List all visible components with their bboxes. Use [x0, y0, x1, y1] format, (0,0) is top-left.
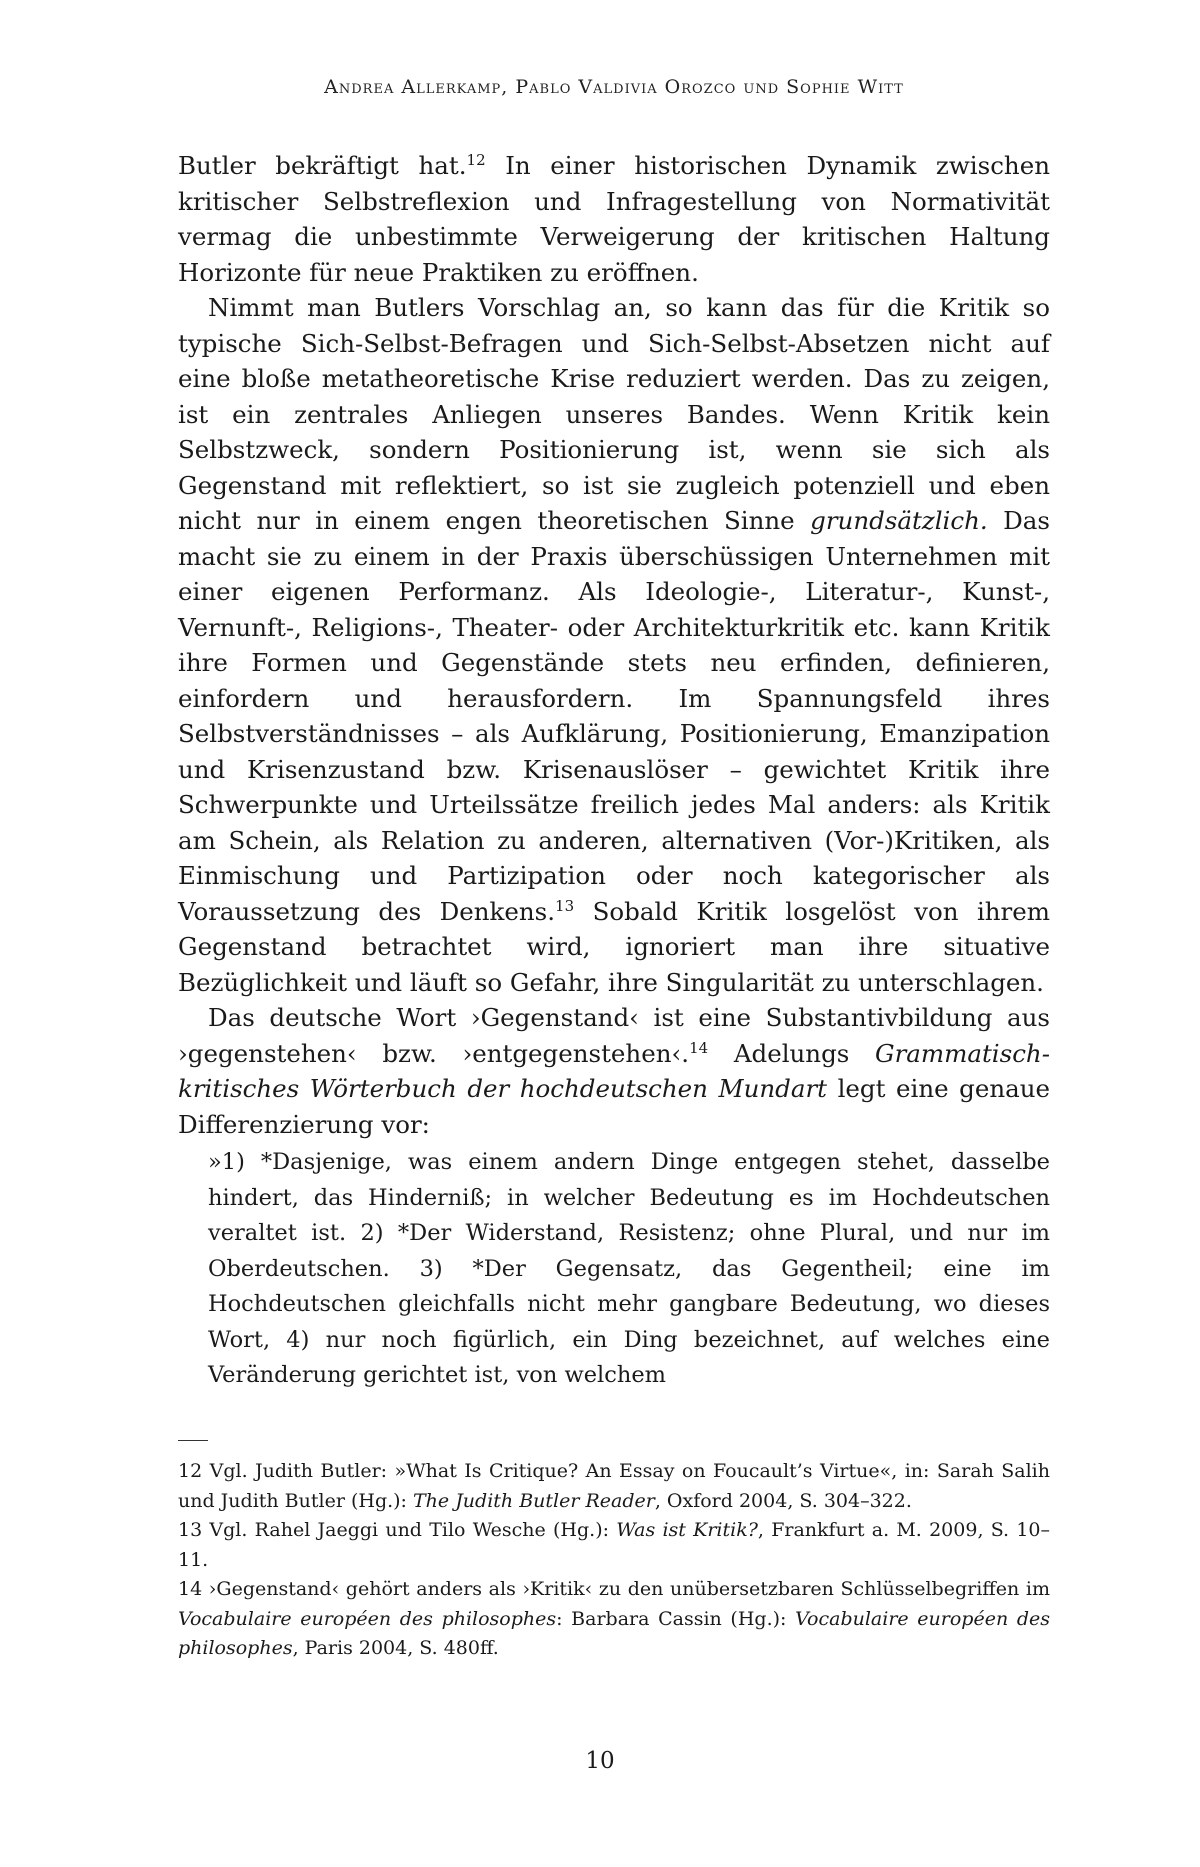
- footnote-title: Was ist Kritik?: [616, 1519, 758, 1541]
- paragraph-text: Butler bekräftigt hat.: [178, 151, 467, 180]
- footnote-14: [178, 1575, 1050, 1664]
- footnote-text: 13 Vgl. Rahel Jaeggi und Tilo Wesche (Hg.):: [178, 1519, 617, 1541]
- footnote-text: 14 ›Gegenstand‹ gehört anders als ›Kritik‹ zu den unübersetzbaren Schlüsselbegriffen im: [178, 1578, 1050, 1600]
- paragraph-text: Das macht sie zu einem in der Praxis überschüssigen Unternehmen mit einer eigenen Performanz. Als Ideologie-, Literatur-, Kunst-, Vernunft-, Religions-, Theater- oder Architekturkritik etc. kann Kritik ihre Formen und Gegenstände stets neu erfinden, definieren, einfordern und herausfordern. Im Spannungsfeld ihres Selbstverständnisses – als Aufklärung, Positionierung, Emanzipation und Krisenzustand bzw. Krisenauslöser – gewichtet Kritik ihre Schwerpunkte und Urteilssätze freilich jedes Mal anders: als Kritik am Schein, als Relation zu anderen, alternativen (Vor-)Kritiken, als Einmischung und Partizipation oder noch kategorischer als Voraussetzung des Denkens.: [178, 506, 1050, 926]
- footnotes: [178, 1457, 1050, 1664]
- paragraph-text: legt eine genaue Differenzierung vor:: [178, 1074, 1050, 1139]
- paragraph-text: Das deutsche Wort ›Gegenstand‹ ist eine Substantivbildung aus ›gegenstehen‹ bzw. ›entgegenstehen‹.: [178, 1003, 1050, 1068]
- footnote-text: , Paris 2004, S. 480ff.: [292, 1637, 499, 1659]
- paragraph-2: [178, 290, 1050, 1000]
- running-head: Andrea Allerkamp, Pablo Valdivia Orozco und Sophie Witt: [324, 76, 904, 98]
- footnote-ref-12[interactable]: 12: [466, 150, 486, 169]
- paragraph-text: Adelungs: [708, 1038, 875, 1068]
- paragraph-text: In einer historischen Dynamik zwischen kritischer Selbstreflexion und Infragestellung von Normativität vermag die unbestimmte Verweigerung der kritischen Haltung Horizonte für neue Praktiken zu eröffnen.: [178, 151, 1050, 287]
- footnote-title: Vocabulaire européen des philosophes: [178, 1607, 1050, 1659]
- paragraph-1: [178, 148, 1050, 290]
- footnote-text: 12 Vgl. Judith Butler: »What Is Critique? An Essay on Foucault’s Virtue«, in: Sarah Salih und Judith Butler (Hg.):: [178, 1460, 1050, 1512]
- paragraph-text: Sobald Kritik losgelöst von ihrem Gegenstand betrachtet wird, ignoriert man ihre situative Bezüglichkeit und läuft so Gefahr, ihre Singularität zu unterschlagen.: [178, 896, 1051, 997]
- footnote-title: Vocabulaire européen des philosophes: [178, 1607, 557, 1630]
- footnote-text: , Frankfurt a. M. 2009, S. 10–11.: [178, 1519, 1050, 1571]
- footnote-text: : Barbara Cassin (Hg.):: [556, 1607, 796, 1630]
- footnote-ref-13[interactable]: 13: [555, 896, 575, 915]
- footnote-title: The Judith Butler Reader: [413, 1489, 655, 1512]
- footnote-divider: [178, 1440, 208, 1441]
- page-number: 10: [585, 1748, 615, 1774]
- footnote-12: [178, 1457, 1050, 1516]
- emphasis-text: grundsätzlich.: [810, 506, 988, 535]
- paragraph-text: Nimmt man Butlers Vorschlag an, so kann das für die Kritik so typische Sich-Selbst-Befragen und Sich-Selbst-Absetzen nicht auf eine bloße metatheoretische Krise reduziert werden. Das zu zeigen, ist ein zentrales Anliegen unseres Bandes. Wenn Kritik kein Selbstzweck, sondern Positionierung ist, wenn sie sich als Gegenstand mit reflektiert, so ist sie zugleich potenziell und eben nicht nur in einem engen theoretischen Sinne: [178, 293, 1050, 535]
- body-text: [178, 148, 1050, 1142]
- book-title-italic: Grammatisch-kritisches Wörterbuch der hochdeutschen Mundart: [178, 1038, 1050, 1103]
- footnote-ref-14[interactable]: 14: [689, 1038, 709, 1057]
- footnote-text: , Oxford 2004, S. 304–322.: [654, 1489, 912, 1512]
- block-quote: »1) *Dasjenige, was einem andern Dinge entgegen stehet, dasselbe hindert, das Hinderniß; in welcher Bedeutung es im Hochdeutschen veraltet ist. 2) *Der Widerstand, Resistenz; ohne Plural, und nur im Oberdeutschen. 3) *Der Gegensatz, das Gegentheil; eine im Hochdeutschen gleichfalls nicht mehr gangbare Bedeutung, wo dieses Wort, 4) nur noch figürlich, ein Ding bezeichnet, auf welches eine Veränderung gerichtet ist, von welchem: [208, 1149, 1050, 1388]
- footnote-13: [178, 1516, 1050, 1575]
- paragraph-3: [178, 1000, 1050, 1142]
